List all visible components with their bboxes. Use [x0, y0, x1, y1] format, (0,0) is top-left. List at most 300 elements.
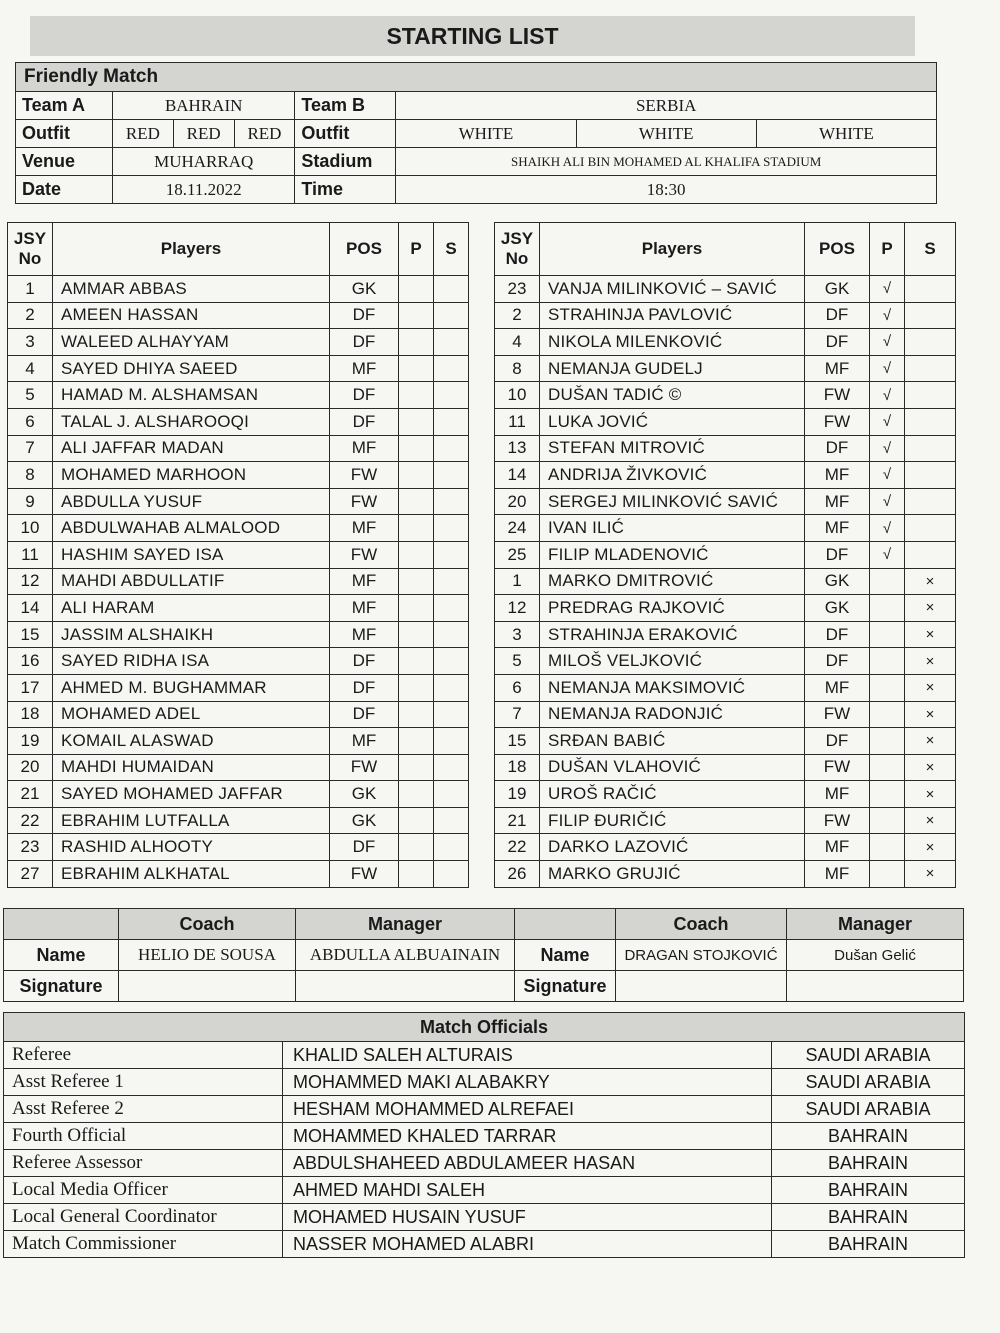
manager-header-a: Manager [296, 909, 515, 940]
player-position: GK [805, 568, 870, 595]
player-row [8, 408, 469, 435]
player-starter-mark [399, 568, 434, 595]
staff-table [3, 908, 964, 1002]
official-name: AHMED MAHDI SALEH [283, 1177, 772, 1204]
staff-corner-a [4, 909, 119, 940]
team-a-players-table [7, 222, 469, 888]
player-position: MF [805, 674, 870, 701]
player-starter-mark: √ [870, 541, 905, 568]
player-row [495, 541, 956, 568]
coach-header-b: Coach [616, 909, 787, 940]
venue-label: Venue [16, 148, 113, 176]
jersey-number: 15 [495, 728, 540, 755]
player-substitute-mark [434, 674, 469, 701]
player-position: MF [805, 861, 870, 888]
player-starter-mark [399, 648, 434, 675]
player-row [495, 648, 956, 675]
player-starter-mark [870, 807, 905, 834]
jsy-header-line1: JSY [500, 229, 534, 248]
player-substitute-mark [434, 595, 469, 622]
player-name: TALAL J. ALSHAROOQI [53, 408, 330, 435]
team-b-label: Team B [295, 92, 396, 120]
outfit-b-3: WHITE [756, 120, 936, 148]
jersey-number: 11 [8, 541, 53, 568]
player-starter-mark [399, 276, 434, 303]
manager-signature-a [296, 971, 515, 1002]
player-substitute-mark [905, 488, 956, 515]
jersey-number: 6 [8, 408, 53, 435]
player-starter-mark [870, 568, 905, 595]
player-row [8, 674, 469, 701]
official-role: Match Commissioner [4, 1231, 283, 1258]
player-substitute-mark [905, 355, 956, 382]
signature-label-a: Signature [4, 971, 119, 1002]
player-name: ABDULLA YUSUF [53, 488, 330, 515]
official-name: MOHAMMED MAKI ALABAKRY [283, 1069, 772, 1096]
team-b-manager: Dušan Gelić [787, 940, 964, 971]
jersey-number: 3 [8, 329, 53, 356]
player-position: DF [805, 302, 870, 329]
player-position: FW [330, 754, 399, 781]
player-substitute-mark [905, 302, 956, 329]
player-position: GK [330, 781, 399, 808]
player-position: MF [805, 834, 870, 861]
s-header: S [905, 223, 956, 276]
player-name: SAYED DHIYA SAEED [53, 355, 330, 382]
time-label: Time [295, 176, 396, 204]
player-name: DARKO LAZOVIĆ [540, 834, 805, 861]
jersey-number: 11 [495, 408, 540, 435]
manager-header-b: Manager [787, 909, 964, 940]
player-name: ALI HARAM [53, 595, 330, 622]
player-starter-mark [870, 781, 905, 808]
team-a-label: Team A [16, 92, 113, 120]
player-position: DF [805, 728, 870, 755]
official-country: BAHRAIN [772, 1231, 965, 1258]
player-name: AMEEN HASSAN [53, 302, 330, 329]
player-starter-mark [870, 861, 905, 888]
player-name: MOHAMED MARHOON [53, 462, 330, 489]
player-starter-mark [399, 488, 434, 515]
player-substitute-mark [905, 541, 956, 568]
player-row [495, 382, 956, 409]
player-starter-mark [399, 621, 434, 648]
official-name: NASSER MOHAMED ALABRI [283, 1231, 772, 1258]
jersey-number: 27 [8, 861, 53, 888]
jersey-number: 25 [495, 541, 540, 568]
jersey-number: 17 [8, 674, 53, 701]
player-row [8, 329, 469, 356]
player-position: MF [805, 462, 870, 489]
outfit-a-1: RED [113, 120, 174, 148]
player-position: DF [330, 648, 399, 675]
pos-header: POS [330, 223, 399, 276]
player-row [495, 621, 956, 648]
official-country: SAUDI ARABIA [772, 1069, 965, 1096]
player-name: HAMAD M. ALSHAMSAN [53, 382, 330, 409]
player-name: SERGEJ MILINKOVIĆ SAVIĆ [540, 488, 805, 515]
official-name: HESHAM MOHAMMED ALREFAEI [283, 1096, 772, 1123]
player-row [8, 754, 469, 781]
player-position: MF [330, 435, 399, 462]
player-row [495, 408, 956, 435]
player-name: ALI JAFFAR MADAN [53, 435, 330, 462]
player-starter-mark: √ [870, 302, 905, 329]
jersey-number: 10 [495, 382, 540, 409]
player-name: KOMAIL ALASWAD [53, 728, 330, 755]
player-position: FW [805, 754, 870, 781]
player-row [8, 621, 469, 648]
outfit-a-2: RED [173, 120, 234, 148]
player-name: MARKO DMITROVIĆ [540, 568, 805, 595]
player-row [495, 728, 956, 755]
player-substitute-mark [434, 728, 469, 755]
player-name: MILOŠ VELJKOVIĆ [540, 648, 805, 675]
player-substitute-mark: × [905, 781, 956, 808]
official-row [4, 1204, 965, 1231]
player-starter-mark [870, 701, 905, 728]
player-position: DF [805, 329, 870, 356]
signature-label-b: Signature [515, 971, 616, 1002]
player-substitute-mark [434, 302, 469, 329]
official-name: ABDULSHAHEED ABDULAMEER HASAN [283, 1150, 772, 1177]
player-substitute-mark: × [905, 568, 956, 595]
player-starter-mark [399, 462, 434, 489]
player-row [8, 488, 469, 515]
player-name: NEMANJA MAKSIMOVIĆ [540, 674, 805, 701]
player-row [495, 834, 956, 861]
player-starter-mark: √ [870, 355, 905, 382]
p-header: P [399, 223, 434, 276]
player-row [495, 754, 956, 781]
jsy-header [8, 223, 53, 276]
player-position: DF [805, 435, 870, 462]
official-role: Local General Coordinator [4, 1204, 283, 1231]
official-country: SAUDI ARABIA [772, 1042, 965, 1069]
player-row [495, 355, 956, 382]
jersey-number: 26 [495, 861, 540, 888]
player-position: DF [330, 382, 399, 409]
player-substitute-mark: × [905, 595, 956, 622]
player-starter-mark [399, 834, 434, 861]
player-row [8, 302, 469, 329]
stadium-label: Stadium [295, 148, 396, 176]
official-role: Referee [4, 1042, 283, 1069]
player-position: DF [330, 834, 399, 861]
player-name: DUŠAN TADIĆ © [540, 382, 805, 409]
pos-header: POS [805, 223, 870, 276]
player-substitute-mark [434, 648, 469, 675]
team-b-value: SERBIA [396, 92, 937, 120]
player-position: GK [330, 807, 399, 834]
player-starter-mark [399, 861, 434, 888]
player-row [495, 781, 956, 808]
player-starter-mark [870, 595, 905, 622]
player-position: DF [330, 329, 399, 356]
jsy-header-line1: JSY [13, 229, 47, 248]
jersey-number: 5 [8, 382, 53, 409]
player-substitute-mark [434, 541, 469, 568]
player-position: FW [330, 488, 399, 515]
jersey-number: 9 [8, 488, 53, 515]
player-starter-mark [399, 329, 434, 356]
player-name: EBRAHIM ALKHATAL [53, 861, 330, 888]
player-substitute-mark [434, 834, 469, 861]
player-row [8, 834, 469, 861]
name-label-b: Name [515, 940, 616, 971]
player-starter-mark [399, 302, 434, 329]
official-country: BAHRAIN [772, 1150, 965, 1177]
player-row [495, 515, 956, 542]
player-position: MF [330, 621, 399, 648]
player-starter-mark [870, 728, 905, 755]
player-row [8, 435, 469, 462]
player-starter-mark: √ [870, 488, 905, 515]
player-row [8, 568, 469, 595]
player-row [8, 701, 469, 728]
player-substitute-mark [434, 754, 469, 781]
jersey-number: 23 [495, 276, 540, 303]
player-position: DF [330, 701, 399, 728]
outfit-a-label: Outfit [16, 120, 113, 148]
player-row [495, 701, 956, 728]
player-starter-mark [870, 674, 905, 701]
official-role: Referee Assessor [4, 1150, 283, 1177]
player-substitute-mark [434, 329, 469, 356]
official-row [4, 1042, 965, 1069]
official-country: BAHRAIN [772, 1177, 965, 1204]
player-position: DF [330, 674, 399, 701]
player-substitute-mark [434, 515, 469, 542]
player-starter-mark [399, 595, 434, 622]
player-substitute-mark [434, 382, 469, 409]
outfit-b-label: Outfit [295, 120, 396, 148]
player-position: MF [805, 488, 870, 515]
date-value: 18.11.2022 [113, 176, 295, 204]
player-name: STEFAN MITROVIĆ [540, 435, 805, 462]
player-position: FW [805, 408, 870, 435]
date-label: Date [16, 176, 113, 204]
player-position: DF [805, 648, 870, 675]
player-name: AHMED M. BUGHAMMAR [53, 674, 330, 701]
player-substitute-mark [434, 861, 469, 888]
player-row [8, 515, 469, 542]
match-type: Friendly Match [16, 63, 937, 92]
coach-signature-a [119, 971, 296, 1002]
player-row [8, 355, 469, 382]
player-name: SAYED RIDHA ISA [53, 648, 330, 675]
jersey-number: 19 [8, 728, 53, 755]
jersey-number: 5 [495, 648, 540, 675]
jersey-number: 14 [495, 462, 540, 489]
jersey-number: 24 [495, 515, 540, 542]
p-header: P [870, 223, 905, 276]
jersey-number: 8 [8, 462, 53, 489]
outfit-b-2: WHITE [576, 120, 756, 148]
player-substitute-mark [905, 462, 956, 489]
player-name: IVAN ILIĆ [540, 515, 805, 542]
player-substitute-mark [434, 701, 469, 728]
jersey-number: 6 [495, 674, 540, 701]
player-row [8, 541, 469, 568]
player-name: ANDRIJA ŽIVKOVIĆ [540, 462, 805, 489]
player-name: EBRAHIM LUTFALLA [53, 807, 330, 834]
player-substitute-mark: × [905, 728, 956, 755]
player-name: STRAHINJA PAVLOVIĆ [540, 302, 805, 329]
player-starter-mark [399, 754, 434, 781]
jersey-number: 13 [495, 435, 540, 462]
player-name: HASHIM SAYED ISA [53, 541, 330, 568]
player-starter-mark: √ [870, 408, 905, 435]
player-name: JASSIM ALSHAIKH [53, 621, 330, 648]
player-position: GK [330, 276, 399, 303]
player-name: SRĐAN BABIĆ [540, 728, 805, 755]
player-position: DF [330, 302, 399, 329]
player-starter-mark [399, 541, 434, 568]
jersey-number: 2 [495, 302, 540, 329]
player-name: MAHDI HUMAIDAN [53, 754, 330, 781]
player-substitute-mark: × [905, 674, 956, 701]
player-name: FILIP ĐURIČIĆ [540, 807, 805, 834]
official-country: BAHRAIN [772, 1204, 965, 1231]
player-row [8, 382, 469, 409]
match-officials-table [3, 1012, 965, 1258]
player-substitute-mark: × [905, 754, 956, 781]
player-position: FW [805, 382, 870, 409]
player-starter-mark [399, 701, 434, 728]
jersey-number: 7 [495, 701, 540, 728]
player-row [495, 568, 956, 595]
player-substitute-mark: × [905, 701, 956, 728]
player-position: MF [330, 355, 399, 382]
jersey-number: 16 [8, 648, 53, 675]
player-substitute-mark: × [905, 621, 956, 648]
player-name: ABDULWAHAB ALMALOOD [53, 515, 330, 542]
player-name: SAYED MOHAMED JAFFAR [53, 781, 330, 808]
player-row [8, 861, 469, 888]
player-row [495, 674, 956, 701]
player-substitute-mark [434, 355, 469, 382]
coach-header-a: Coach [119, 909, 296, 940]
team-b-coach: DRAGAN STOJKOVIĆ [616, 940, 787, 971]
player-starter-mark [399, 674, 434, 701]
player-position: FW [330, 861, 399, 888]
player-position: MF [805, 355, 870, 382]
official-row [4, 1069, 965, 1096]
player-position: DF [330, 408, 399, 435]
player-starter-mark [870, 648, 905, 675]
player-position: DF [805, 541, 870, 568]
jersey-number: 8 [495, 355, 540, 382]
player-substitute-mark [905, 382, 956, 409]
player-row [495, 861, 956, 888]
time-value: 18:30 [396, 176, 937, 204]
s-header: S [434, 223, 469, 276]
stadium-value: SHAIKH ALI BIN MOHAMED AL KHALIFA STADIUM [396, 148, 937, 176]
official-row [4, 1150, 965, 1177]
jsy-header-line2: No [18, 249, 42, 268]
official-role: Local Media Officer [4, 1177, 283, 1204]
player-row [8, 276, 469, 303]
player-name: DUŠAN VLAHOVIĆ [540, 754, 805, 781]
jersey-number: 4 [8, 355, 53, 382]
jersey-number: 21 [8, 781, 53, 808]
official-country: BAHRAIN [772, 1123, 965, 1150]
jersey-number: 7 [8, 435, 53, 462]
player-substitute-mark: × [905, 834, 956, 861]
player-position: MF [330, 515, 399, 542]
official-row [4, 1123, 965, 1150]
official-row [4, 1231, 965, 1258]
player-position: GK [805, 276, 870, 303]
player-name: RASHID ALHOOTY [53, 834, 330, 861]
official-name: MOHAMMED KHALED TARRAR [283, 1123, 772, 1150]
player-substitute-mark [434, 435, 469, 462]
player-position: MF [330, 728, 399, 755]
official-role: Fourth Official [4, 1123, 283, 1150]
jsy-header [495, 223, 540, 276]
player-row [8, 807, 469, 834]
official-country: SAUDI ARABIA [772, 1096, 965, 1123]
player-substitute-mark: × [905, 861, 956, 888]
player-starter-mark: √ [870, 462, 905, 489]
player-row [495, 276, 956, 303]
player-starter-mark: √ [870, 382, 905, 409]
player-substitute-mark [434, 568, 469, 595]
player-starter-mark: √ [870, 515, 905, 542]
jersey-number: 20 [8, 754, 53, 781]
player-row [8, 781, 469, 808]
team-b-players-table [494, 222, 956, 888]
jersey-number: 12 [495, 595, 540, 622]
player-starter-mark [399, 515, 434, 542]
jersey-number: 23 [8, 834, 53, 861]
player-starter-mark: √ [870, 435, 905, 462]
jersey-number: 18 [495, 754, 540, 781]
manager-signature-b [787, 971, 964, 1002]
player-substitute-mark [905, 329, 956, 356]
player-starter-mark [870, 621, 905, 648]
player-substitute-mark [905, 515, 956, 542]
players-header: Players [53, 223, 330, 276]
player-position: DF [805, 621, 870, 648]
player-row [495, 329, 956, 356]
player-substitute-mark [905, 408, 956, 435]
player-substitute-mark [434, 276, 469, 303]
player-substitute-mark: × [905, 648, 956, 675]
jsy-header-line2: No [505, 249, 529, 268]
player-name: NIKOLA MILENKOVIĆ [540, 329, 805, 356]
player-name: NEMANJA GUDELJ [540, 355, 805, 382]
player-position: FW [805, 701, 870, 728]
jersey-number: 22 [495, 834, 540, 861]
jersey-number: 20 [495, 488, 540, 515]
player-name: WALEED ALHAYYAM [53, 329, 330, 356]
player-substitute-mark [434, 781, 469, 808]
player-name: MARKO GRUJIĆ [540, 861, 805, 888]
player-row [495, 435, 956, 462]
staff-corner-b [515, 909, 616, 940]
player-starter-mark [399, 781, 434, 808]
jersey-number: 19 [495, 781, 540, 808]
coach-signature-b [616, 971, 787, 1002]
player-substitute-mark [905, 276, 956, 303]
player-substitute-mark [905, 435, 956, 462]
player-name: MOHAMED ADEL [53, 701, 330, 728]
team-a-value: BAHRAIN [113, 92, 295, 120]
player-position: FW [330, 541, 399, 568]
player-substitute-mark [434, 807, 469, 834]
